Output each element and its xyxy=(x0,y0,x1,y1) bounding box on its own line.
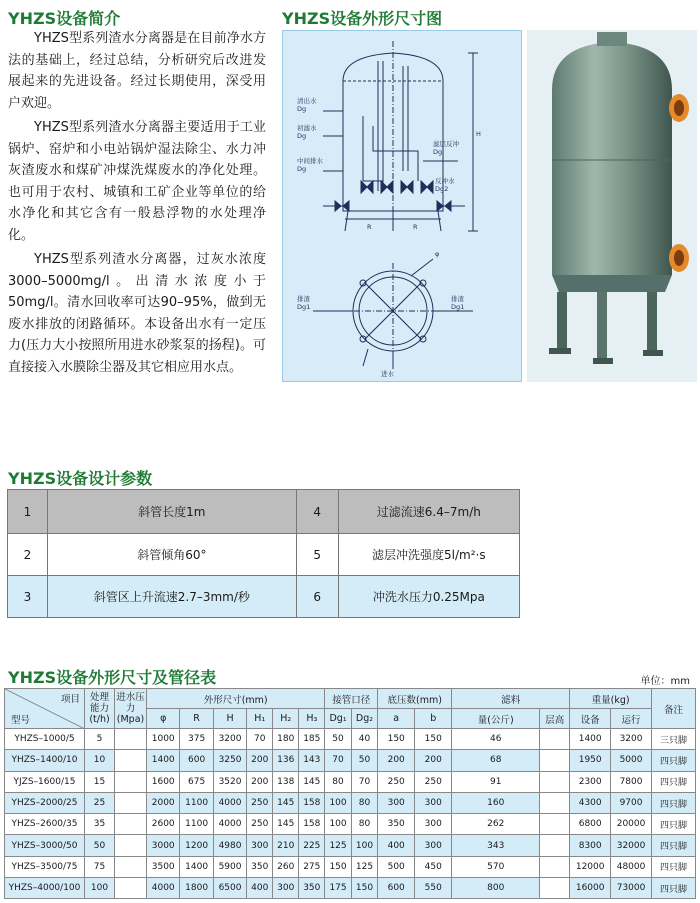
cell-b: 450 xyxy=(415,856,452,877)
cell-equip: 4300 xyxy=(570,792,611,813)
intro-paragraph: YHZS型系列渣水分离器，过灰水浓度3000–5000mg/l。出清水浓度小于50mg/l。清水回收率可达90–95%，做到无废水排放的闭路循环。本设备出水有一定压力(压力大小按照所用进水砂浆泵的扬程)。可直接接入水膜除尘器及其它相应用水点。 xyxy=(8,252,266,375)
cell-phi: 1600 xyxy=(147,771,180,792)
cell-h: 3200 xyxy=(213,729,246,750)
cell-note: 四只脚 xyxy=(652,878,696,899)
cell-phi: 2600 xyxy=(147,814,180,835)
cell-h: 4000 xyxy=(213,792,246,813)
header-equip: 设备 xyxy=(570,709,611,729)
layer-cell xyxy=(540,878,570,899)
header-amount: 量(公斤) xyxy=(452,709,540,729)
cell-h1: 300 xyxy=(247,835,273,856)
label-drain: 排渣 xyxy=(297,295,310,303)
layer-cell xyxy=(540,771,570,792)
cell-b: 300 xyxy=(415,835,452,856)
cell-cap: 75 xyxy=(85,856,115,877)
intro-paragraph: YHZS型系列渣水分离器是在目前净水方法的基础上，经过总结，分析研究后改进发展起来的先进设备。经过长期使用，深受用户欢迎。 xyxy=(8,31,266,111)
cell-b: 250 xyxy=(415,771,452,792)
cell-b: 300 xyxy=(415,814,452,835)
tank-illustration xyxy=(527,30,697,382)
param-text: 过滤流速6.4–7m/h xyxy=(338,490,519,534)
tank-photo xyxy=(527,30,697,382)
header-dg1: Dg₁ xyxy=(325,709,351,729)
header-model: 型号 xyxy=(11,715,31,726)
label-initial-water: 初滤水 xyxy=(297,124,317,132)
dimensions-table xyxy=(4,688,696,899)
table-row xyxy=(8,576,520,618)
cell-h1: 70 xyxy=(247,729,273,750)
cell-phi: 1400 xyxy=(147,750,180,771)
cell-model: YHZS–2600/35 xyxy=(5,814,85,835)
table-row xyxy=(5,729,696,750)
cell-note: 四只脚 xyxy=(652,814,696,835)
param-text: 斜管区上升流速2.7–3mm/秒 xyxy=(48,576,297,618)
cell-a: 300 xyxy=(378,792,415,813)
cell-h: 5900 xyxy=(213,856,246,877)
param-text: 滤层冲洗强度5l/m²·s xyxy=(338,534,519,576)
cell-h2: 136 xyxy=(273,750,299,771)
cell-equip: 1950 xyxy=(570,750,611,771)
cell-h3: 143 xyxy=(299,750,325,771)
cell-a: 600 xyxy=(378,878,415,899)
param-text: 斜管倾角60° xyxy=(48,534,297,576)
cell-r: 675 xyxy=(180,771,213,792)
cell-dg1: 150 xyxy=(325,856,351,877)
cell-run: 7800 xyxy=(611,771,652,792)
cell-phi: 4000 xyxy=(147,878,180,899)
pressure-cell xyxy=(115,792,147,813)
cell-amount: 570 xyxy=(452,856,540,877)
header-layer: 层高 xyxy=(540,709,570,729)
label-inlet: 进水 xyxy=(381,370,394,378)
cell-cap: 15 xyxy=(85,771,115,792)
pressure-cell xyxy=(115,771,147,792)
cell-amount: 68 xyxy=(452,750,540,771)
layer-cell xyxy=(540,856,570,877)
param-text: 冲洗水压力0.25Mpa xyxy=(338,576,519,618)
header-a: a xyxy=(378,709,415,729)
cell-equip: 2300 xyxy=(570,771,611,792)
pressure-cell xyxy=(115,750,147,771)
cell-h3: 145 xyxy=(299,771,325,792)
cell-cap: 100 xyxy=(85,878,115,899)
cell-note: 三只脚 xyxy=(652,729,696,750)
cell-run: 20000 xyxy=(611,814,652,835)
cell-b: 300 xyxy=(415,792,452,813)
cell-amount: 800 xyxy=(452,878,540,899)
cell-h2: 210 xyxy=(273,835,299,856)
cell-dg1: 175 xyxy=(325,878,351,899)
label-dg1: Dg1 xyxy=(451,303,465,311)
table-row xyxy=(5,771,696,792)
param-number: 3 xyxy=(8,576,48,618)
label-phi: φ xyxy=(435,250,440,258)
header-h1: H₁ xyxy=(247,709,273,729)
header-base: 底压数(mm) xyxy=(378,689,452,709)
cell-model: YHZS–1000/5 xyxy=(5,729,85,750)
cell-amount: 91 xyxy=(452,771,540,792)
cell-h3: 275 xyxy=(299,856,325,877)
param-number: 5 xyxy=(296,534,338,576)
cell-h1: 250 xyxy=(247,814,273,835)
cell-h3: 158 xyxy=(299,814,325,835)
header-weight: 重量(kg) xyxy=(570,689,652,709)
cell-h1: 200 xyxy=(247,771,273,792)
cell-h: 6500 xyxy=(213,878,246,899)
cell-run: 5000 xyxy=(611,750,652,771)
pressure-cell xyxy=(115,878,147,899)
cell-h: 3520 xyxy=(213,771,246,792)
label-dg1: Dg1 xyxy=(297,303,311,311)
header-filter: 滤料 xyxy=(452,689,570,709)
param-text: 斜管长度1m xyxy=(48,490,297,534)
cell-h: 3250 xyxy=(213,750,246,771)
label-dg2: Dg2 xyxy=(435,185,449,193)
table-row xyxy=(5,814,696,835)
cell-model: YHZS–3000/50 xyxy=(5,835,85,856)
intro-paragraph: YHZS型系列渣水分离器主要适用于工业锅炉、窑炉和小电站锅炉湿法除尘、水力冲灰渣废水和煤矿冲煤洗煤废水的净化处理。也可用于农村、城镇和工矿企业等单位的给水净化和其它含有一般悬浮物的水处理净化。 xyxy=(8,120,266,243)
label-r: R xyxy=(413,223,418,231)
header-pressure: 进水压力(Mpa) xyxy=(115,689,147,729)
cell-r: 1400 xyxy=(180,856,213,877)
cell-model: YHZS–4000/100 xyxy=(5,878,85,899)
header-item: 项目 xyxy=(60,694,80,705)
cell-r: 375 xyxy=(180,729,213,750)
cell-h1: 200 xyxy=(247,750,273,771)
label-backwash-water: 反冲水 xyxy=(435,177,455,185)
cell-dg1: 80 xyxy=(325,771,351,792)
param-number: 4 xyxy=(296,490,338,534)
param-number: 1 xyxy=(8,490,48,534)
cell-cap: 25 xyxy=(85,792,115,813)
design-params-table xyxy=(7,489,520,618)
cell-h: 4980 xyxy=(213,835,246,856)
header-b: b xyxy=(415,709,452,729)
cell-a: 500 xyxy=(378,856,415,877)
pressure-cell xyxy=(115,835,147,856)
cell-h3: 158 xyxy=(299,792,325,813)
cell-h2: 300 xyxy=(273,878,299,899)
layer-cell xyxy=(540,729,570,750)
cell-model: YHZS–2000/25 xyxy=(5,792,85,813)
layer-cell xyxy=(540,814,570,835)
cell-run: 32000 xyxy=(611,835,652,856)
cell-run: 48000 xyxy=(611,856,652,877)
layer-cell xyxy=(540,835,570,856)
cell-cap: 50 xyxy=(85,835,115,856)
cell-dg2: 80 xyxy=(351,792,377,813)
cell-b: 200 xyxy=(415,750,452,771)
label-dg: Dg xyxy=(433,148,443,156)
cell-dg2: 100 xyxy=(351,835,377,856)
cell-note: 四只脚 xyxy=(652,856,696,877)
cell-dg2: 40 xyxy=(351,729,377,750)
unit-label: 单位：mm xyxy=(640,676,690,687)
layer-cell xyxy=(540,792,570,813)
label-drain-2: 排渣 xyxy=(451,295,464,303)
cell-dg1: 50 xyxy=(325,729,351,750)
cell-amount: 343 xyxy=(452,835,540,856)
cell-dg1: 100 xyxy=(325,814,351,835)
cell-dg2: 150 xyxy=(351,878,377,899)
intro-text xyxy=(8,28,266,381)
dimension-drawing xyxy=(282,30,522,382)
cell-equip: 1400 xyxy=(570,729,611,750)
corner-header xyxy=(5,689,85,729)
cell-dg1: 125 xyxy=(325,835,351,856)
cell-phi: 1000 xyxy=(147,729,180,750)
param-number: 6 xyxy=(296,576,338,618)
cell-phi: 2000 xyxy=(147,792,180,813)
cell-r: 1200 xyxy=(180,835,213,856)
cell-cap: 5 xyxy=(85,729,115,750)
param-number: 2 xyxy=(8,534,48,576)
cell-h: 4000 xyxy=(213,814,246,835)
pressure-cell xyxy=(115,814,147,835)
label-dg: Dg xyxy=(297,132,307,140)
cell-model: YHZS–3500/75 xyxy=(5,856,85,877)
label-clear-water: 清出水 xyxy=(297,97,317,105)
pressure-cell xyxy=(115,729,147,750)
cell-note: 四只脚 xyxy=(652,835,696,856)
cell-run: 3200 xyxy=(611,729,652,750)
table-row xyxy=(8,490,520,534)
cell-phi: 3000 xyxy=(147,835,180,856)
cell-amount: 160 xyxy=(452,792,540,813)
table-row xyxy=(5,878,696,899)
cell-note: 四只脚 xyxy=(652,771,696,792)
cell-h2: 180 xyxy=(273,729,299,750)
cell-h3: 185 xyxy=(299,729,325,750)
cell-a: 150 xyxy=(378,729,415,750)
drawing-title: YHZS设备外形尺寸图 xyxy=(282,9,443,28)
label-r: R xyxy=(367,223,372,231)
cell-run: 73000 xyxy=(611,878,652,899)
cell-equip: 8300 xyxy=(570,835,611,856)
header-pipe: 接管口径 xyxy=(325,689,378,709)
dims-title: YHZS设备外形尺寸及管径表 xyxy=(8,668,217,687)
table-row xyxy=(5,792,696,813)
cell-h2: 145 xyxy=(273,814,299,835)
cell-h3: 350 xyxy=(299,878,325,899)
cell-phi: 3500 xyxy=(147,856,180,877)
header-h: H xyxy=(213,709,246,729)
cell-model: YHZS–1400/10 xyxy=(5,750,85,771)
cell-equip: 6800 xyxy=(570,814,611,835)
intro-title: YHZS设备简介 xyxy=(8,9,121,28)
table-row xyxy=(5,835,696,856)
cell-b: 150 xyxy=(415,729,452,750)
cell-a: 250 xyxy=(378,771,415,792)
header-outer-dims: 外形尺寸(mm) xyxy=(147,689,325,709)
cell-h1: 250 xyxy=(247,792,273,813)
label-dg: Dg xyxy=(297,105,307,113)
cell-cap: 35 xyxy=(85,814,115,835)
table-row xyxy=(5,856,696,877)
label-dg: Dg xyxy=(297,165,307,173)
header-note: 备注 xyxy=(652,689,696,729)
header-r: R xyxy=(180,709,213,729)
cell-r: 600 xyxy=(180,750,213,771)
header-h2: H₂ xyxy=(273,709,299,729)
cell-amount: 46 xyxy=(452,729,540,750)
cell-r: 1100 xyxy=(180,814,213,835)
table-row xyxy=(8,534,520,576)
label-filter-backwash: 滤层反冲 xyxy=(433,140,459,148)
cell-h2: 145 xyxy=(273,792,299,813)
cell-a: 350 xyxy=(378,814,415,835)
cell-r: 1100 xyxy=(180,792,213,813)
cell-h2: 260 xyxy=(273,856,299,877)
params-title: YHZS设备设计参数 xyxy=(8,469,153,488)
label-middle-drain: 中间排水 xyxy=(297,157,323,165)
label-h: H xyxy=(476,130,481,138)
header-h3: H₃ xyxy=(299,709,325,729)
cell-a: 200 xyxy=(378,750,415,771)
cell-h2: 138 xyxy=(273,771,299,792)
table-header-row xyxy=(5,689,696,709)
header-dg2: Dg₂ xyxy=(351,709,377,729)
cell-dg1: 70 xyxy=(325,750,351,771)
drawing-svg xyxy=(283,31,523,383)
cell-dg2: 70 xyxy=(351,771,377,792)
cell-model: YJZS–1600/15 xyxy=(5,771,85,792)
layer-cell xyxy=(540,750,570,771)
cell-run: 9700 xyxy=(611,792,652,813)
cell-cap: 10 xyxy=(85,750,115,771)
cell-h1: 400 xyxy=(247,878,273,899)
pressure-cell xyxy=(115,856,147,877)
dimensions-table-body xyxy=(5,729,696,899)
header-phi: φ xyxy=(147,709,180,729)
table-row xyxy=(5,750,696,771)
cell-dg2: 80 xyxy=(351,814,377,835)
header-capacity: 处理能力(t/h) xyxy=(85,689,115,729)
cell-h1: 350 xyxy=(247,856,273,877)
cell-dg1: 100 xyxy=(325,792,351,813)
cell-equip: 12000 xyxy=(570,856,611,877)
cell-a: 400 xyxy=(378,835,415,856)
cell-amount: 262 xyxy=(452,814,540,835)
cell-r: 1800 xyxy=(180,878,213,899)
cell-note: 四只脚 xyxy=(652,750,696,771)
cell-dg2: 125 xyxy=(351,856,377,877)
cell-equip: 16000 xyxy=(570,878,611,899)
cell-note: 四只脚 xyxy=(652,792,696,813)
cell-h3: 225 xyxy=(299,835,325,856)
header-run: 运行 xyxy=(611,709,652,729)
cell-dg2: 50 xyxy=(351,750,377,771)
cell-b: 550 xyxy=(415,878,452,899)
